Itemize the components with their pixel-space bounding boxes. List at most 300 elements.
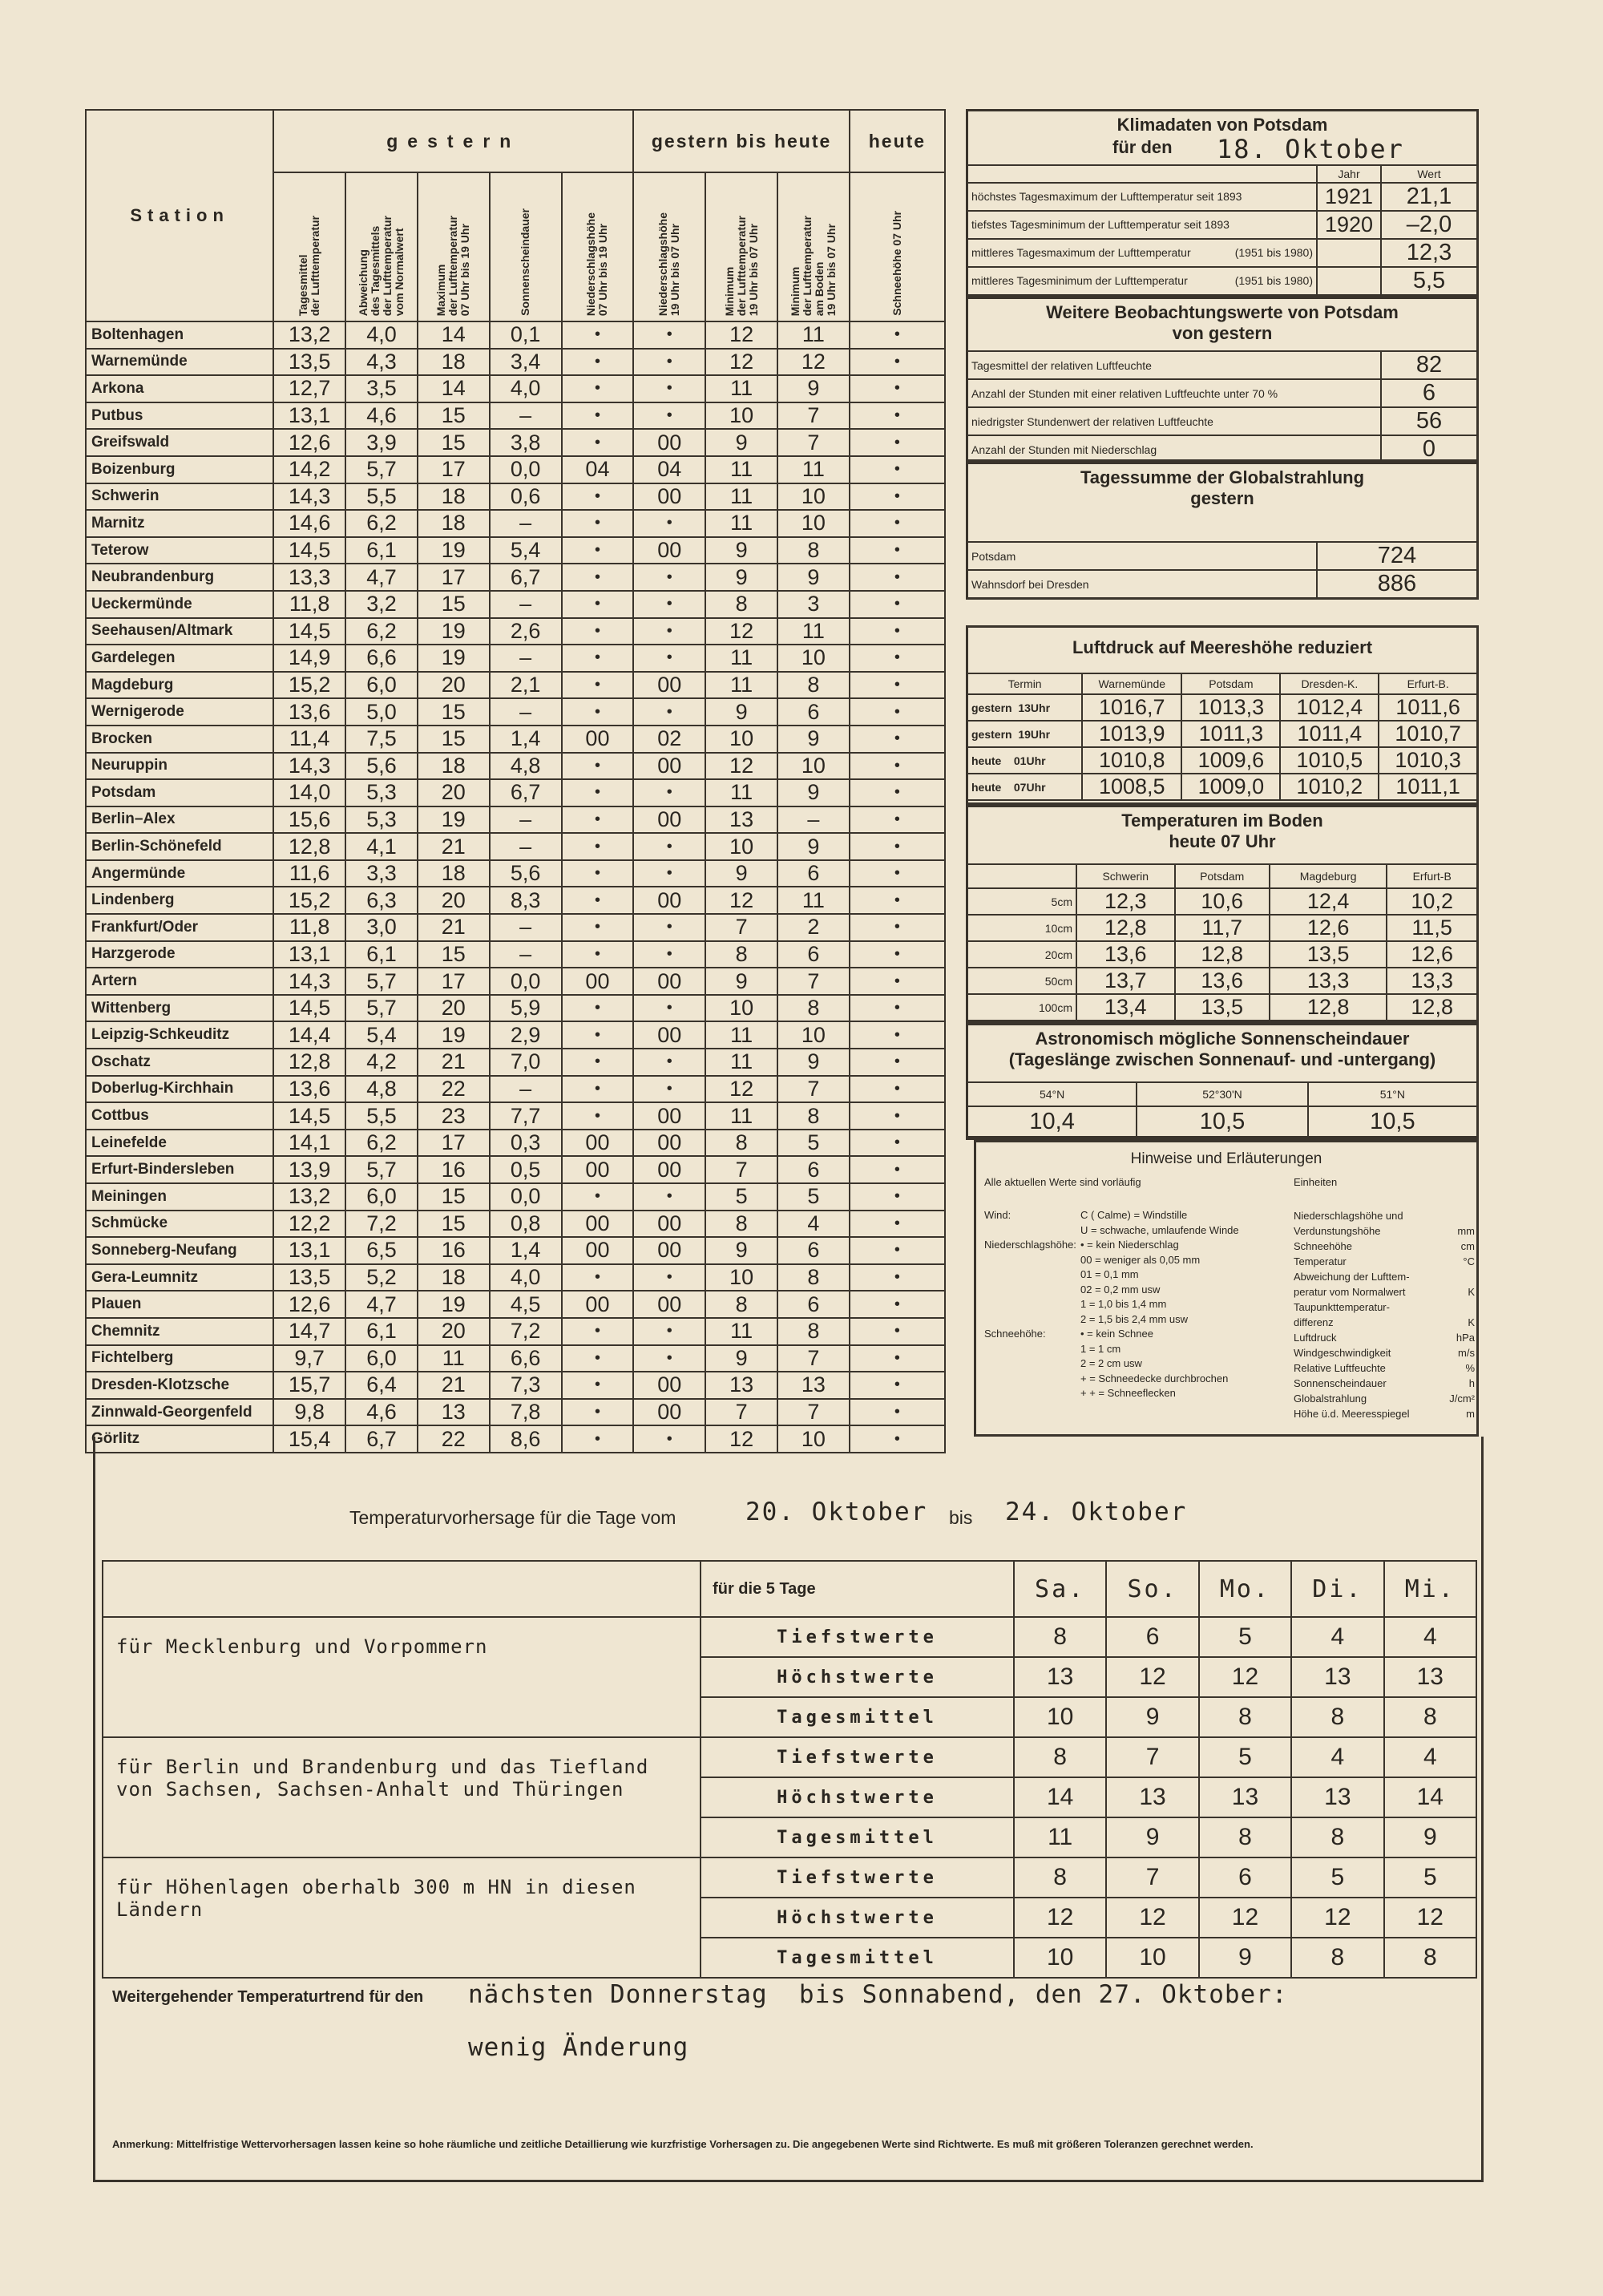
- hinweis-text: • = kein Schnee: [1080, 1328, 1153, 1340]
- station-value: 10: [777, 1425, 850, 1453]
- globalstrahlung-title: Tagessumme der Globalstrahlung: [1080, 467, 1365, 487]
- station-value: •: [562, 402, 634, 430]
- station-name: Berlin–Alex: [86, 806, 273, 834]
- hinweis-text: 01 = 0,1 mm: [1080, 1268, 1139, 1280]
- sonnenschein-header: 51°N: [1308, 1082, 1476, 1106]
- forecast-value: 9: [1106, 1817, 1198, 1857]
- boden-value: 10,2: [1387, 888, 1476, 915]
- station-value: 3,9: [345, 429, 418, 456]
- beob-wert: 6: [1381, 379, 1476, 407]
- station-value: 4,6: [345, 1399, 418, 1426]
- station-value: 18: [418, 510, 490, 537]
- boden-value: 12,6: [1387, 941, 1476, 968]
- forecast-table: [102, 1560, 1477, 1979]
- forecast-value: 13: [1291, 1657, 1383, 1697]
- unit-name: differenz: [1294, 1316, 1334, 1328]
- station-value: •: [850, 779, 945, 806]
- table-row: [86, 456, 945, 483]
- table-row: [86, 1399, 945, 1426]
- station-value: 20: [418, 887, 490, 914]
- unit-name: Windgeschwindigkeit: [1294, 1347, 1391, 1359]
- station-value: •: [850, 1399, 945, 1426]
- station-value: 11: [777, 456, 850, 483]
- station-value: 0,1: [490, 321, 562, 349]
- station-value: •: [850, 1211, 945, 1238]
- boden-value: 13,6: [1175, 968, 1270, 994]
- klima-jahr: [1317, 267, 1381, 295]
- table-row: [86, 375, 945, 402]
- station-value: 9: [777, 726, 850, 753]
- forecast-kind: Tiefstwerte: [701, 1737, 1014, 1777]
- forecast-value: 7: [1106, 1857, 1198, 1898]
- luftdruck-panel: [966, 625, 1479, 805]
- unit-line: [1294, 1315, 1475, 1330]
- station-value: 5,3: [345, 779, 418, 806]
- klima-label-text: höchstes Tagesmaximum der Lufttemperatur seit 1893: [971, 189, 1242, 203]
- beobachtung-subtitle: von gestern: [1172, 323, 1273, 343]
- forecast-value: 8: [1014, 1737, 1106, 1777]
- hinweis-line: [984, 1253, 1289, 1268]
- forecast-value: 5: [1199, 1737, 1291, 1777]
- station-value: 00: [633, 537, 705, 564]
- station-value: 12,7: [273, 375, 345, 402]
- station-name: Berlin-Schönefeld: [86, 833, 273, 860]
- station-name: Oschatz: [86, 1049, 273, 1076]
- station-value: •: [850, 887, 945, 914]
- station-value: 13,3: [273, 564, 345, 591]
- station-value: 8: [705, 1211, 777, 1238]
- station-value: 17: [418, 968, 490, 995]
- table-row: [103, 1617, 1476, 1657]
- station-value: 5,7: [345, 1156, 418, 1183]
- unit-line: [1294, 1254, 1475, 1269]
- station-value: 18: [418, 483, 490, 511]
- forecast-value: 13: [1014, 1657, 1106, 1697]
- column-header: Tagesmittel der Lufttemperatur: [273, 172, 345, 321]
- boden-header: Schwerin: [1076, 864, 1175, 888]
- station-value: 13: [705, 806, 777, 834]
- station-value: –: [490, 833, 562, 860]
- table-row: [86, 321, 945, 349]
- station-value: •: [633, 321, 705, 349]
- station-value: 17: [418, 1130, 490, 1157]
- unit-name: Globalstrahlung: [1294, 1393, 1367, 1405]
- table-row: [86, 698, 945, 726]
- station-value: 15: [418, 429, 490, 456]
- beobachtung-panel: [966, 297, 1479, 462]
- beob-label: Anzahl der Stunden mit einer relativen Luftfeuchte unter 70 %: [968, 379, 1381, 407]
- hinweis-key: [984, 1267, 1080, 1283]
- table-row: [86, 1156, 945, 1183]
- station-name: Cottbus: [86, 1102, 273, 1130]
- station-value: 6,3: [345, 887, 418, 914]
- station-value: 9: [777, 833, 850, 860]
- table-row: [86, 887, 945, 914]
- station-value: •: [850, 1183, 945, 1211]
- station-value: 15: [418, 591, 490, 618]
- group-gestern-bis-heute: gestern bis heute: [633, 110, 849, 172]
- table-row: [86, 402, 945, 430]
- group-gestern: gestern: [273, 110, 633, 172]
- station-value: •: [850, 402, 945, 430]
- boden-value: 11,7: [1175, 915, 1270, 941]
- klima-label: [968, 239, 1317, 267]
- sonnenschein-subtitle: (Tageslänge zwischen Sonnenauf- und -untergang): [1008, 1049, 1436, 1069]
- station-value: 16: [418, 1237, 490, 1264]
- forecast-label: Temperaturvorhersage für die Tage vom: [349, 1507, 676, 1528]
- hinweis-key: Wind:: [984, 1209, 1011, 1221]
- luftdruck-value: 1011,3: [1181, 721, 1280, 747]
- boden-value: 13,5: [1175, 994, 1270, 1021]
- station-name: Wernigerode: [86, 698, 273, 726]
- forecast-value: 13: [1291, 1777, 1383, 1817]
- forecast-value: 8: [1291, 1817, 1383, 1857]
- station-value: 11: [705, 1318, 777, 1345]
- station-value: •: [562, 753, 634, 780]
- station-value: 21: [418, 1049, 490, 1076]
- station-value: •: [850, 995, 945, 1022]
- table-row: [86, 968, 945, 995]
- station-value: 5: [777, 1183, 850, 1211]
- luftdruck-value: 1010,2: [1280, 774, 1379, 800]
- station-value: •: [562, 591, 634, 618]
- station-value: 0,3: [490, 1130, 562, 1157]
- station-value: 7,8: [490, 1399, 562, 1426]
- station-value: •: [850, 726, 945, 753]
- station-value: 9: [705, 564, 777, 591]
- station-name: Frankfurt/Oder: [86, 914, 273, 941]
- station-value: •: [850, 564, 945, 591]
- station-value: 5,6: [490, 860, 562, 887]
- station-value: 5,5: [345, 483, 418, 511]
- station-value: •: [850, 1291, 945, 1318]
- station-value: 7,0: [490, 1049, 562, 1076]
- boden-value: 13,7: [1076, 968, 1175, 994]
- forecast-value: 6: [1106, 1617, 1198, 1657]
- station-value: 15: [418, 402, 490, 430]
- klimadaten-title: Klimadaten von Potsdam: [1116, 115, 1328, 135]
- forecast-kind: Tiefstwerte: [701, 1857, 1014, 1898]
- station-value: 10: [705, 995, 777, 1022]
- forecast-value: 9: [1199, 1938, 1291, 1978]
- station-value: 13,1: [273, 402, 345, 430]
- trend-label: Weitergehender Temperaturtrend für den: [112, 1988, 424, 2006]
- forecast-value: 10: [1014, 1697, 1106, 1737]
- station-value: 12: [705, 1076, 777, 1103]
- boden-header: Erfurt-B: [1387, 864, 1476, 888]
- unit-line: [1294, 1391, 1475, 1406]
- station-value: •: [633, 1183, 705, 1211]
- glob-wert: 886: [1317, 570, 1476, 598]
- luftdruck-value: 1012,4: [1280, 694, 1379, 721]
- station-value: 04: [562, 456, 634, 483]
- station-value: 2,1: [490, 672, 562, 699]
- anmerkung: Anmerkung: Mittelfristige Wettervorhersagen lassen keine so hohe räumliche und zeitliche Detaillierung wie kurzfristige Vorhersagen zu. Die angegebenen Werte sind Richtwerte. Es muß mit größeren Toleranzen gerechnet werden.: [112, 2138, 1254, 2150]
- sonnenschein-value: 10,5: [1137, 1106, 1307, 1137]
- station-name: Greifswald: [86, 429, 273, 456]
- station-value: •: [850, 672, 945, 699]
- station-value: 21: [418, 1372, 490, 1399]
- table-row: [86, 1237, 945, 1264]
- station-name: Schwerin: [86, 483, 273, 511]
- station-value: •: [562, 537, 634, 564]
- klimadaten-panel: [966, 109, 1479, 297]
- station-value: 4,7: [345, 564, 418, 591]
- station-value: 3,3: [345, 860, 418, 887]
- station-value: 7: [705, 914, 777, 941]
- forecast-value: 5: [1384, 1857, 1476, 1898]
- station-value: 8,6: [490, 1425, 562, 1453]
- station-value: •: [633, 618, 705, 645]
- table-row: [86, 645, 945, 672]
- station-name: Plauen: [86, 1291, 273, 1318]
- station-value: 12: [705, 349, 777, 376]
- hinweis-text: • = kein Niederschlag: [1080, 1239, 1179, 1251]
- station-value: •: [562, 941, 634, 968]
- station-value: 9: [705, 968, 777, 995]
- station-name: Dresden-Klotzsche: [86, 1372, 273, 1399]
- hinweis-key: [984, 1342, 1080, 1357]
- station-value: •: [850, 1372, 945, 1399]
- station-value: 10: [777, 1021, 850, 1049]
- table-row: [86, 941, 945, 968]
- table-row: [86, 672, 945, 699]
- station-value: 0,0: [490, 1183, 562, 1211]
- station-value: 9: [705, 429, 777, 456]
- luftdruck-value: 1010,7: [1379, 721, 1476, 747]
- forecast-kind: Höchstwerte: [701, 1657, 1014, 1697]
- forecast-value: 8: [1291, 1697, 1383, 1737]
- forecast-value: 6: [1199, 1857, 1291, 1898]
- station-name: Angermünde: [86, 860, 273, 887]
- table-row: [968, 407, 1476, 435]
- boden-header: Potsdam: [1175, 864, 1270, 888]
- table-row: [86, 1211, 945, 1238]
- unit-symbol: m/s: [1458, 1347, 1475, 1359]
- station-value: 15: [418, 1211, 490, 1238]
- sonnenschein-header: 52°30'N: [1137, 1082, 1307, 1106]
- unit-symbol: hPa: [1456, 1332, 1475, 1344]
- hinweis-key: [984, 1372, 1080, 1387]
- station-value: •: [850, 1264, 945, 1292]
- station-value: 00: [633, 1291, 705, 1318]
- unit-line: [1294, 1330, 1475, 1345]
- station-value: 4,2: [345, 1049, 418, 1076]
- unit-name: Höhe ü.d. Meeresspiegel: [1294, 1408, 1410, 1420]
- station-value: •: [633, 645, 705, 672]
- hinweis-line: [984, 1283, 1289, 1298]
- station-value: 14: [418, 321, 490, 349]
- station-value: 20: [418, 1318, 490, 1345]
- forecast-kind: Tagesmittel: [701, 1817, 1014, 1857]
- station-name: Zinnwald-Georgenfeld: [86, 1399, 273, 1426]
- klima-note: (1951 bis 1980): [1234, 273, 1313, 287]
- station-value: 6,2: [345, 1130, 418, 1157]
- hinweis-line: [984, 1386, 1289, 1401]
- klima-label-text: mittleres Tagesmaximum der Lufttemperatur: [971, 245, 1191, 259]
- station-value: 7,3: [490, 1372, 562, 1399]
- luftdruck-header: Erfurt-B.: [1379, 673, 1476, 694]
- table-row: [968, 774, 1476, 800]
- sonnenschein-title: Astronomisch mögliche Sonnenscheindauer: [1035, 1029, 1410, 1049]
- station-value: •: [562, 887, 634, 914]
- forecast-value: 4: [1384, 1617, 1476, 1657]
- station-value: 19: [418, 1291, 490, 1318]
- forecast-value: 10: [1106, 1938, 1198, 1978]
- station-value: 00: [633, 1156, 705, 1183]
- station-value: 22: [418, 1076, 490, 1103]
- station-value: 00: [633, 672, 705, 699]
- unit-name: Niederschlagshöhe und: [1294, 1210, 1403, 1222]
- unit-symbol: m: [1466, 1408, 1475, 1420]
- table-row: [968, 379, 1476, 407]
- table-row: [86, 1102, 945, 1130]
- klima-wert: –2,0: [1381, 211, 1476, 239]
- station-value: 11: [705, 1021, 777, 1049]
- station-value: 6,6: [345, 645, 418, 672]
- forecast-value: 12: [1106, 1657, 1198, 1697]
- station-name: Artern: [86, 968, 273, 995]
- forecast-value: 11: [1014, 1817, 1106, 1857]
- forecast-kind: Tiefstwerte: [701, 1617, 1014, 1657]
- station-value: 00: [562, 726, 634, 753]
- column-header: Niederschlagshöhe 07 Uhr bis 19 Uhr: [562, 172, 634, 321]
- luftdruck-value: 1009,0: [1181, 774, 1280, 800]
- forecast-day: Mi.: [1384, 1561, 1476, 1617]
- table-row: [968, 694, 1476, 721]
- hinweis-key: Schneehöhe:: [984, 1328, 1046, 1340]
- hinweis-line: [984, 1297, 1289, 1312]
- station-value: 13,1: [273, 941, 345, 968]
- station-value: 4,8: [345, 1076, 418, 1103]
- beobachtung-title: Weitere Beobachtungswerte von Potsdam: [1046, 302, 1399, 322]
- boden-value: 13,3: [1387, 968, 1476, 994]
- station-value: 0,6: [490, 483, 562, 511]
- table-row: [86, 618, 945, 645]
- trend-text: nächsten Donnerstag bis Sonnabend, den 27. Oktober:: [468, 1980, 1288, 2009]
- boden-depth: 10cm: [968, 915, 1076, 941]
- station-value: •: [562, 860, 634, 887]
- table-row: [968, 941, 1476, 968]
- station-value: 6,1: [345, 1318, 418, 1345]
- station-value: •: [562, 995, 634, 1022]
- boden-value: 10,6: [1175, 888, 1270, 915]
- sonnenschein-value: 10,5: [1308, 1106, 1476, 1137]
- boden-value: 12,4: [1270, 888, 1387, 915]
- station-value: 9: [777, 779, 850, 806]
- station-value: •: [562, 1318, 634, 1345]
- boden-depth: 5cm: [968, 888, 1076, 915]
- station-value: 10: [777, 645, 850, 672]
- station-value: 1,4: [490, 1237, 562, 1264]
- table-row: [86, 483, 945, 511]
- station-value: •: [850, 860, 945, 887]
- station-name: Lindenberg: [86, 887, 273, 914]
- forecast-value: 5: [1199, 1617, 1291, 1657]
- forecast-value: 14: [1384, 1777, 1476, 1817]
- unit-symbol: K: [1468, 1316, 1475, 1328]
- station-value: 00: [633, 1102, 705, 1130]
- station-value: 19: [418, 618, 490, 645]
- klima-label: [968, 211, 1317, 239]
- station-value: •: [633, 375, 705, 402]
- station-value: 6,4: [345, 1372, 418, 1399]
- klima-label: [968, 183, 1317, 211]
- hinweis-line: [984, 1238, 1289, 1253]
- table-row: [86, 537, 945, 564]
- station-value: 14,9: [273, 645, 345, 672]
- station-value: •: [633, 402, 705, 430]
- station-value: 0,0: [490, 968, 562, 995]
- station-name: Wittenberg: [86, 995, 273, 1022]
- station-value: 00: [633, 429, 705, 456]
- table-row: [103, 1857, 1476, 1898]
- forecast-value: 12: [1291, 1898, 1383, 1938]
- station-value: 8: [777, 672, 850, 699]
- station-value: 12,8: [273, 833, 345, 860]
- unit-symbol: K: [1468, 1286, 1475, 1298]
- boden-corner: [968, 864, 1076, 888]
- station-value: 7: [777, 968, 850, 995]
- station-value: 5: [705, 1183, 777, 1211]
- station-value: •: [562, 1264, 634, 1292]
- luftdruck-value: 1013,3: [1181, 694, 1280, 721]
- station-value: 0,5: [490, 1156, 562, 1183]
- station-name: Ueckermünde: [86, 591, 273, 618]
- klima-wert: 12,3: [1381, 239, 1476, 267]
- unit-symbol: J/cm²: [1449, 1393, 1475, 1405]
- luftdruck-value: 1013,9: [1082, 721, 1181, 747]
- table-row: [86, 779, 945, 806]
- station-value: 14,5: [273, 995, 345, 1022]
- column-header: Schneehöhe 07 Uhr: [850, 172, 945, 321]
- unit-line: [1294, 1376, 1475, 1391]
- table-row: [968, 968, 1476, 994]
- station-name: Magdeburg: [86, 672, 273, 699]
- station-value: 11: [705, 1049, 777, 1076]
- station-value: 6: [777, 1291, 850, 1318]
- station-value: 9: [705, 1345, 777, 1372]
- station-value: 9,8: [273, 1399, 345, 1426]
- station-value: •: [562, 645, 634, 672]
- station-value: •: [850, 914, 945, 941]
- station-name: Schmücke: [86, 1211, 273, 1238]
- station-value: –: [490, 806, 562, 834]
- beob-wert: 82: [1381, 351, 1476, 379]
- station-value: •: [850, 349, 945, 376]
- station-value: •: [850, 941, 945, 968]
- boden-title: Temperaturen im Boden: [1121, 810, 1323, 831]
- table-row: [86, 833, 945, 860]
- station-value: 8: [705, 1130, 777, 1157]
- table-row: [86, 914, 945, 941]
- forecast-kind: Tagesmittel: [701, 1938, 1014, 1978]
- station-value: •: [562, 1076, 634, 1103]
- station-value: 12: [705, 887, 777, 914]
- luftdruck-value: 1011,4: [1280, 721, 1379, 747]
- station-value: •: [562, 375, 634, 402]
- station-value: 00: [562, 1211, 634, 1238]
- station-value: 10: [705, 833, 777, 860]
- unit-line: [1294, 1284, 1475, 1300]
- station-value: 13,2: [273, 1183, 345, 1211]
- klima-jahr: 1920: [1317, 211, 1381, 239]
- station-value: 12,6: [273, 429, 345, 456]
- boden-value: 12,8: [1270, 994, 1387, 1021]
- hinweis-key: [984, 1223, 1080, 1239]
- station-name: Görlitz: [86, 1425, 273, 1453]
- station-table: [85, 109, 946, 1453]
